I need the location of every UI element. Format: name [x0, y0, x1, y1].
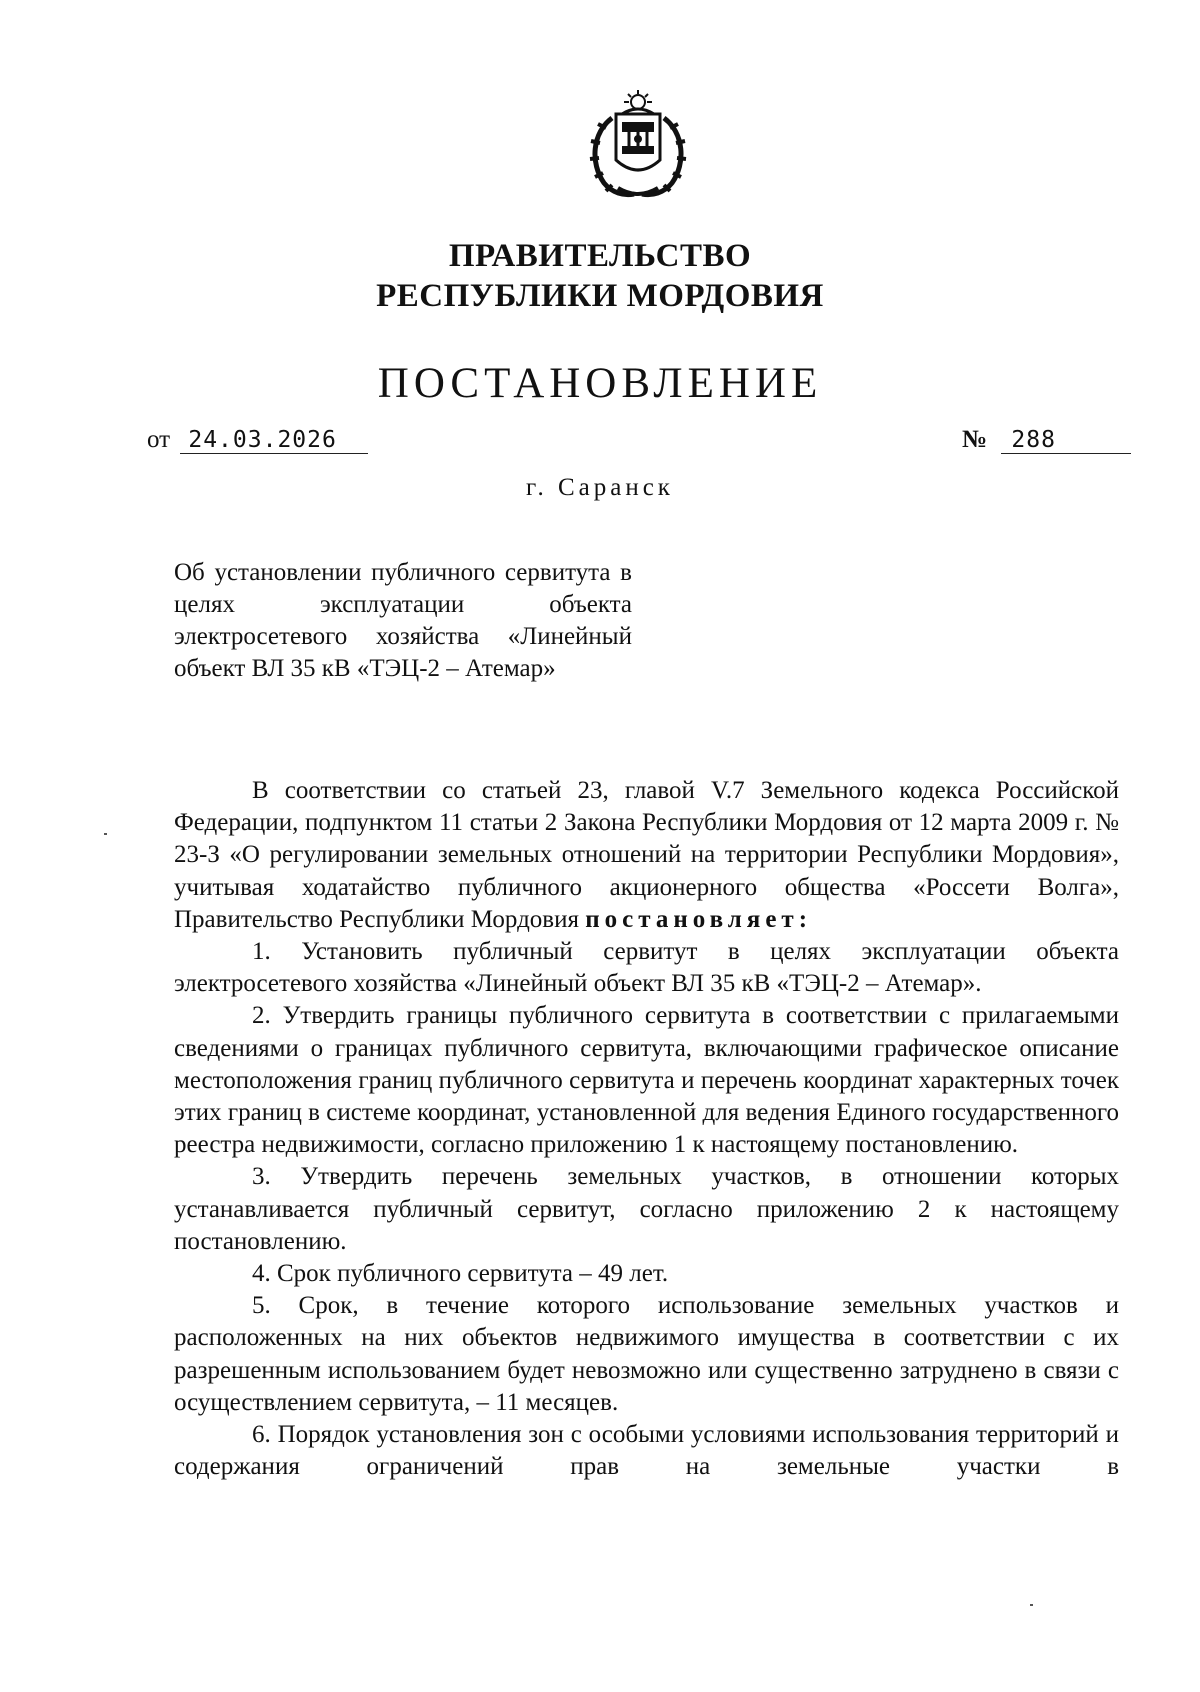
item-paragraph: 5. Срок, в течение которого использование земельных участков и расположенных на них объектов недвижимого имущества в соответствии с их разрешенным использованием будет невозможно или существенно затруднено в связи с осуществлением сервитута, – 11 месяцев.: [174, 1292, 1119, 1416]
number-label: №: [962, 426, 988, 453]
date-value: 24.03.2026: [180, 427, 368, 454]
document-number: [962, 426, 1131, 460]
document-subject: Об установлении публичного сервитута в целях эксплуатации объекта электросетевого хозяйства «Линейный объект ВЛ 35 кВ «ТЭЦ-2 – Атемар»: [174, 559, 632, 682]
date-label: от: [147, 426, 171, 453]
item-paragraph: 6. Порядок установления зон с особыми условиями использования территорий и содержания ограничений прав на земельные участки в: [174, 1421, 1119, 1481]
item-paragraph: 1. Установить публичный сервитут в целях эксплуатации объекта электросетевого хозяйства «Линейный объект ВЛ 35 кВ «ТЭЦ-2 – Атемар».: [174, 938, 1119, 998]
document-date: [147, 426, 368, 460]
preamble-text: В соответствии со статьей 23, главой V.7 Земельного кодекса Российской Федерации, подпунктом 11 статьи 2 Закона Республики Мордовия от 12 марта 2009 г. № 23-З «О регулировании земельных отношений на территории Республики Мордовия», учитывая ходатайство публичного акционерного общества «Россети Волга», Правительство Республики Мордовия: [174, 777, 1119, 933]
item-paragraph: 2. Утвердить границы публичного сервитута в соответствии с прилагаемыми сведениями о границах публичного сервитута, включающими графическое описание местоположения границ публичного сервитута и перечень координат характерных точек этих границ в системе координат, установленной для ведения Единого государственного реестра недвижимости, согласно приложению 1 к настоящему постановлению.: [174, 1002, 1119, 1159]
coat-of-arms-emblem: [582, 88, 694, 204]
city-name: г. Саранск: [526, 474, 674, 501]
government-name-line2: РЕСПУБЛИКИ МОРДОВИЯ: [376, 278, 824, 314]
item-paragraph: 3. Утвердить перечень земельных участков, в отношении которых устанавливается публичный сервитут, согласно приложению 2 к настоящему постановлению.: [174, 1163, 1119, 1255]
government-name-line1: ПРАВИТЕЛЬСТВО: [448, 238, 752, 274]
scan-speck: [104, 833, 107, 835]
document-body: [174, 775, 1119, 1483]
number-value: 288: [1001, 427, 1131, 454]
item-paragraph: 4. Срок публичного сервитута – 49 лет.: [252, 1260, 669, 1288]
decree-word: постановляет:: [585, 905, 813, 933]
preamble-paragraph: [174, 775, 1119, 936]
scan-speck: [1030, 1604, 1033, 1606]
document-type-title: ПОСТАНОВЛЕНИЕ: [377, 360, 823, 407]
